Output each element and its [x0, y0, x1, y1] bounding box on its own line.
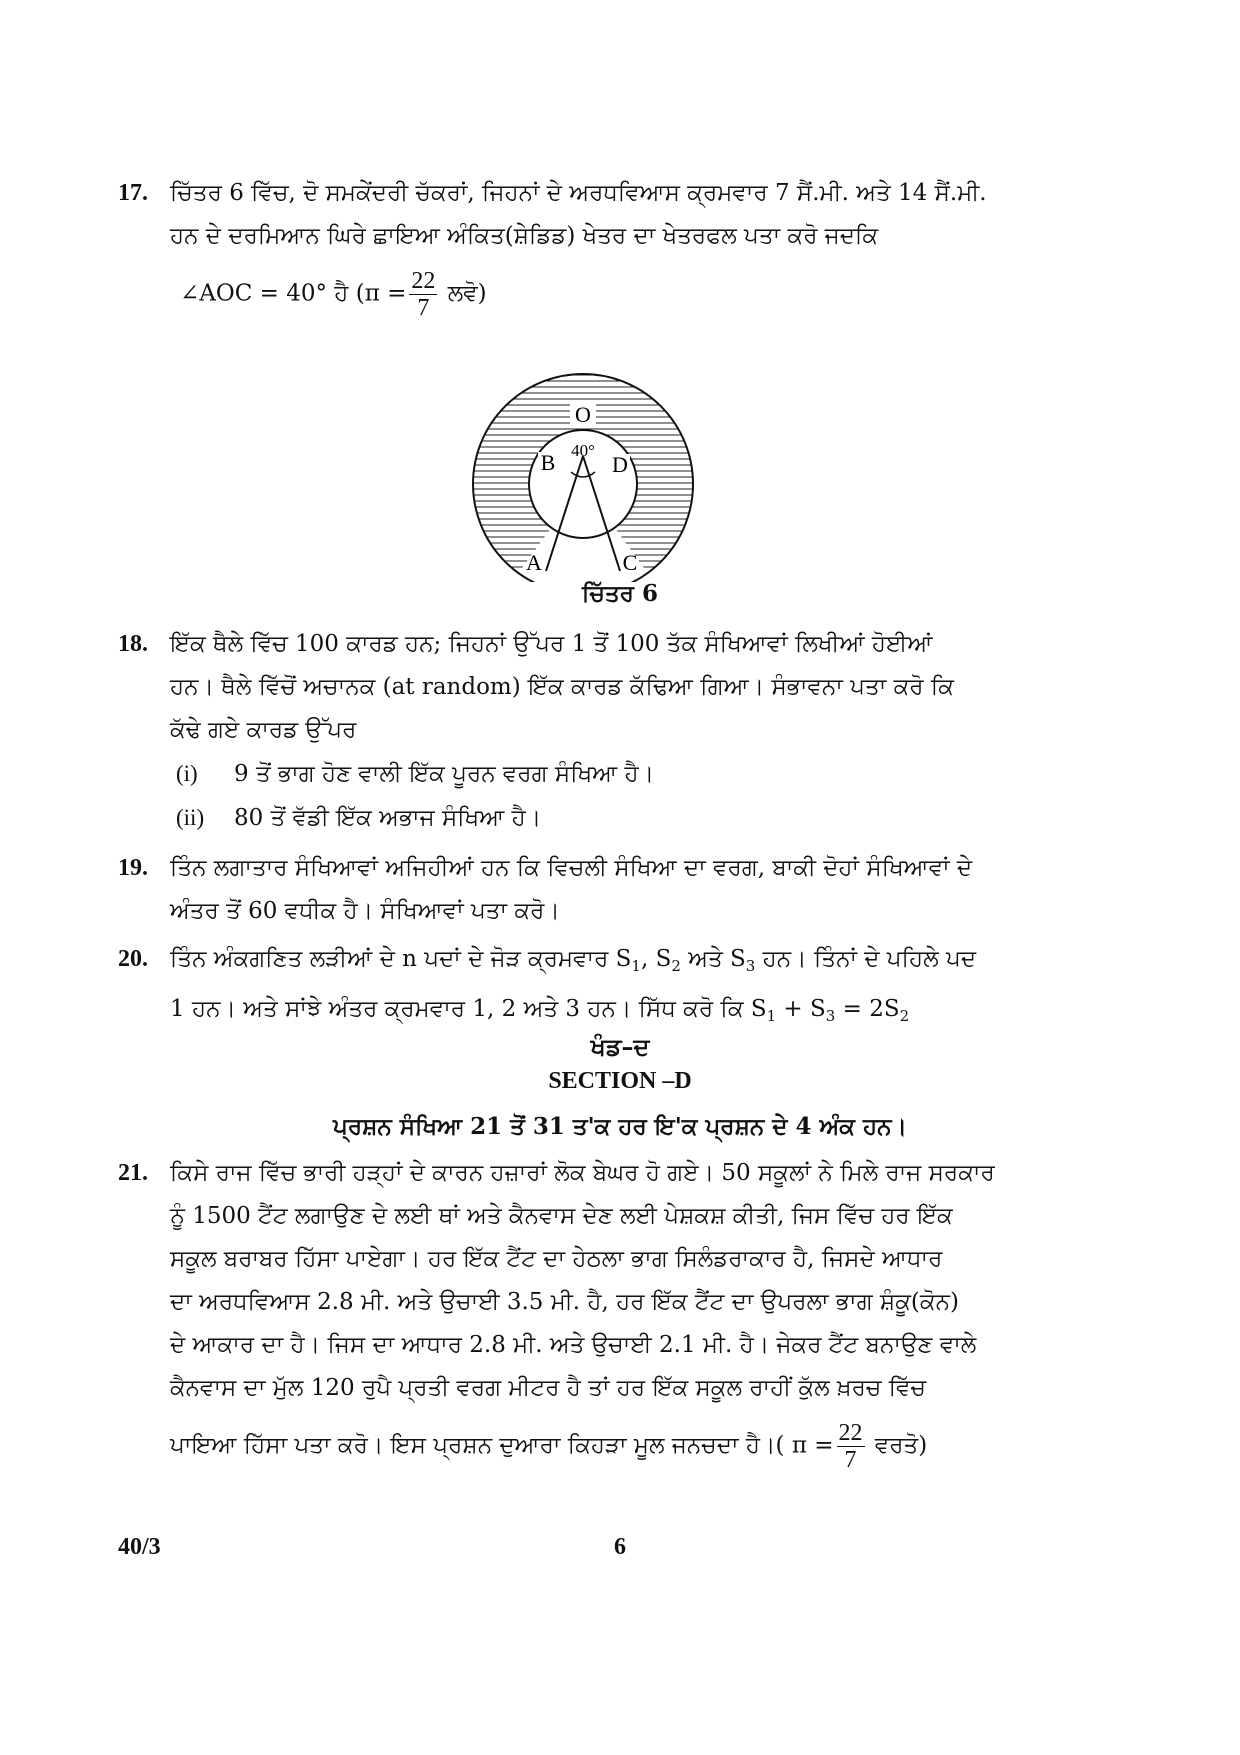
subscript: 2 [671, 957, 681, 975]
sub-question-i [176, 752, 1078, 796]
pi-fraction [837, 1420, 865, 1473]
question-line: ਦਾ ਅਰਧਵਿਆਸ 2.8 ਮੀ. ਅਤੇ ਉਚਾਈ 3.5 ਮੀ. ਹੈ, ਹਰ ਇੱਕ ਟੈਂਟ ਦਾ ਉਪਰਲਾ ਭਾਗ ਸ਼ੰਕੂ(ਕੋਨ) [170, 1289, 959, 1315]
fraction-numerator: 22 [838, 1420, 863, 1446]
fraction-denominator: 7 [417, 295, 430, 321]
question-line: ਕੱਢੇ ਗਏ ਕਾਰਡ ਉੱਪਰ [170, 717, 357, 743]
question-text [170, 172, 1078, 321]
question-text [170, 847, 1078, 933]
text-segment: = 2S [835, 996, 900, 1022]
text-segment: ਹਨ। ਤਿੰਨਾਂ ਦੇ ਪਹਿਲੇ ਪਦ [755, 946, 977, 972]
question-text [170, 1152, 1078, 1473]
question-text [170, 623, 1078, 840]
sub-question-text: 80 ਤੋਂ ਵੱਡੀ ਇੱਕ ਅਭਾਜ ਸੰਖਿਆ ਹੈ। [234, 805, 542, 831]
sub-question-ii [176, 796, 1078, 840]
question-number: 19. [118, 855, 148, 881]
question-line: ਅੰਤਰ ਤੋਂ 60 ਵਧੀਕ ਹੈ। ਸੰਖਿਆਵਾਂ ਪਤਾ ਕਰੋ। [170, 898, 560, 924]
sub-question-label: (ii) [176, 805, 205, 830]
section-heading-english: SECTION –D [548, 1068, 692, 1094]
page-number: 6 [614, 1534, 626, 1560]
question-line: ਸਕੂਲ ਬਰਾਬਰ ਹਿੱਸਾ ਪਾਏਗਾ। ਹਰ ਇੱਕ ਟੈਂਟ ਦਾ ਹੇਠਲਾ ਭਾਗ ਸਿਲੰਡਰਾਕਾਰ ਹੈ, ਜਿਸਦੇ ਆਧਾਰ [170, 1246, 943, 1272]
question-line [180, 268, 1078, 321]
figure-caption: ਚਿੱਤਰ 6 [582, 580, 658, 607]
question-line: ਕਿਸੇ ਰਾਜ ਵਿੱਚ ਭਾਰੀ ਹੜ੍ਹਾਂ ਦੇ ਕਾਰਨ ਹਜ਼ਾਰਾਂ ਲੋਕ ਬੇਘਰ ਹੋ ਗਏ। 50 ਸਕੂਲਾਂ ਨੇ ਮਿਲੇ ਰਾਜ ਸਰਕਾਰ [170, 1160, 995, 1186]
figure-6-diagram [470, 372, 710, 582]
text-segment: ਪਾਇਆ ਹਿੱਸਾ ਪਤਾ ਕਰੋ। ਇਸ ਪ੍ਰਸ਼ਨ ਦੁਆਰਾ ਕਿਹੜਾ ਮੂਲ ਜਨਚਦਾ ਹੈ।( π = [170, 1432, 834, 1459]
question-number: 17. [118, 180, 148, 206]
question-19 [118, 847, 1078, 933]
section-heading-punjabi: ਖੰਡ–ਦ [590, 1032, 650, 1061]
label-d: D [612, 452, 628, 477]
question-line: ਦੇ ਆਕਾਰ ਦਾ ਹੈ। ਜਿਸ ਦਾ ਆਧਾਰ 2.8 ਮੀ. ਅਤੇ ਉਚਾਈ 2.1 ਮੀ. ਹੈ। ਜੇਕਰ ਟੈਂਟ ਬਨਾਉਣ ਵਾਲੇ [170, 1332, 977, 1358]
question-line [170, 938, 1078, 988]
text-segment: ਅਤੇ S [680, 946, 746, 972]
paper-code: 40/3 [118, 1534, 161, 1560]
pi-fraction [409, 268, 437, 321]
question-line [170, 1420, 1078, 1473]
text-segment: 1 ਹਨ। ਅਤੇ ਸਾਂਝੇ ਅੰਤਰ ਕ੍ਰਮਵਾਰ 1, 2 ਅਤੇ 3 ਹਨ। ਸਿੱਧ ਕਰੋ ਕਿ S [170, 996, 767, 1022]
question-line: ਨੂੰ 1500 ਟੈਂਟ ਲਗਾਉਣ ਦੇ ਲਈ ਥਾਂ ਅਤੇ ਕੈਨਵਾਸ ਦੇਣ ਲਈ ਪੇਸ਼ਕਸ਼ ਕੀਤੀ, ਜਿਸ ਵਿੱਚ ਹਰ ਇੱਕ [170, 1203, 953, 1229]
question-line: ਕੈਨਵਾਸ ਦਾ ਮੁੱਲ 120 ਰੁਪੈ ਪ੍ਰਤੀ ਵਰਗ ਮੀਟਰ ਹੈ ਤਾਂ ਹਰ ਇੱਕ ਸਕੂਲ ਰਾਹੀਂ ਕੁੱਲ ਖ਼ਰਚ ਵਿੱਚ [170, 1375, 927, 1401]
subscript: 1 [766, 1007, 777, 1025]
fraction-numerator: 22 [411, 268, 436, 294]
angle-expression: ∠AOC = 40° ਹੈ (π = [180, 280, 407, 307]
question-line [170, 988, 1078, 1038]
label-a: A [526, 550, 542, 575]
question-text [170, 938, 1078, 1038]
question-18 [118, 623, 1078, 840]
question-line: ਇੱਕ ਥੈਲੇ ਵਿੱਚ 100 ਕਾਰਡ ਹਨ; ਜਿਹਨਾਂ ਉੱਪਰ 1 ਤੋਂ 100 ਤੱਕ ਸੰਖਿਆਵਾਂ ਲਿਖੀਆਂ ਹੋਈਆਂ [170, 631, 933, 657]
label-o: O [575, 402, 591, 427]
text-segment: + S [776, 996, 826, 1022]
label-c: C [622, 550, 638, 575]
label-b: B [540, 450, 556, 475]
question-number: 20. [118, 946, 148, 972]
subscript: 1 [631, 957, 641, 975]
label-angle: 40° [571, 441, 595, 460]
question-line: ਹਨ। ਥੈਲੇ ਵਿੱਚੋਂ ਅਚਾਨਕ (at random) ਇੱਕ ਕਾਰਡ ਕੱਢਿਆ ਗਿਆ। ਸੰਭਾਵਨਾ ਪਤਾ ਕਰੋ ਕਿ [170, 674, 954, 700]
question-20 [118, 938, 1078, 1038]
question-line: ਹਨ ਦੇ ਦਰਮਿਆਨ ਘਿਰੇ ਛਾਇਆ ਅੰਕਿਤ(ਸ਼ੇਡਿਡ) ਖੇਤਰ ਦਾ ਖੇਤਰਫਲ ਪਤਾ ਕਰੋ ਜਦਕਿ [170, 223, 879, 249]
question-number: 18. [118, 631, 148, 657]
question-line: ਤਿੰਨ ਲਗਾਤਾਰ ਸੰਖਿਆਵਾਂ ਅਜਿਹੀਆਂ ਹਨ ਕਿ ਵਿਚਲੀ ਸੰਖਿਆ ਦਾ ਵਰਗ, ਬਾਕੀ ਦੋਹਾਂ ਸੰਖਿਆਵਾਂ ਦੇ [170, 855, 973, 881]
subscript: 3 [745, 957, 756, 975]
subscript: 2 [899, 1007, 910, 1025]
sub-question-text: 9 ਤੋਂ ਭਾਗ ਹੋਣ ਵਾਲੀ ਇੱਕ ਪੂਰਨ ਵਰਗ ਸੰਖਿਆ ਹੈ। [234, 761, 655, 787]
sub-question-label: (i) [176, 761, 198, 786]
question-number: 21. [118, 1160, 148, 1186]
question-21 [118, 1152, 1078, 1473]
expression-tail: ਲਵੋ) [440, 280, 487, 307]
text-segment: , S [640, 946, 672, 972]
text-segment: ਵਰਤੋ) [867, 1432, 928, 1459]
text-segment: ਤਿੰਨ ਅੰਕਗਣਿਤ ਲੜੀਆਂ ਦੇ n ਪਦਾਂ ਦੇ ਜੋੜ ਕ੍ਰਮਵਾਰ S [170, 946, 632, 972]
section-marks-note: ਪ੍ਰਸ਼ਨ ਸੰਖਿਆ 21 ਤੋਂ 31 ਤ'ਕ ਹਰ ਇ'ਕ ਪ੍ਰਸ਼ਨ ਦੇ 4 ਅੰਕ ਹਨ। [333, 1113, 907, 1140]
question-17 [118, 172, 1078, 321]
question-line: ਚਿੱਤਰ 6 ਵਿੱਚ, ਦੋ ਸਮਕੇਂਦਰੀ ਚੱਕਰਾਂ, ਜਿਹਨਾਂ ਦੇ ਅਰਧਵਿਆਸ ਕ੍ਰਮਵਾਰ 7 ਸੈਂ.ਮੀ. ਅਤੇ 14 ਸੈਂ.ਮੀ. [170, 180, 987, 206]
fraction-denominator: 7 [844, 1447, 857, 1473]
subscript: 3 [825, 1007, 836, 1025]
